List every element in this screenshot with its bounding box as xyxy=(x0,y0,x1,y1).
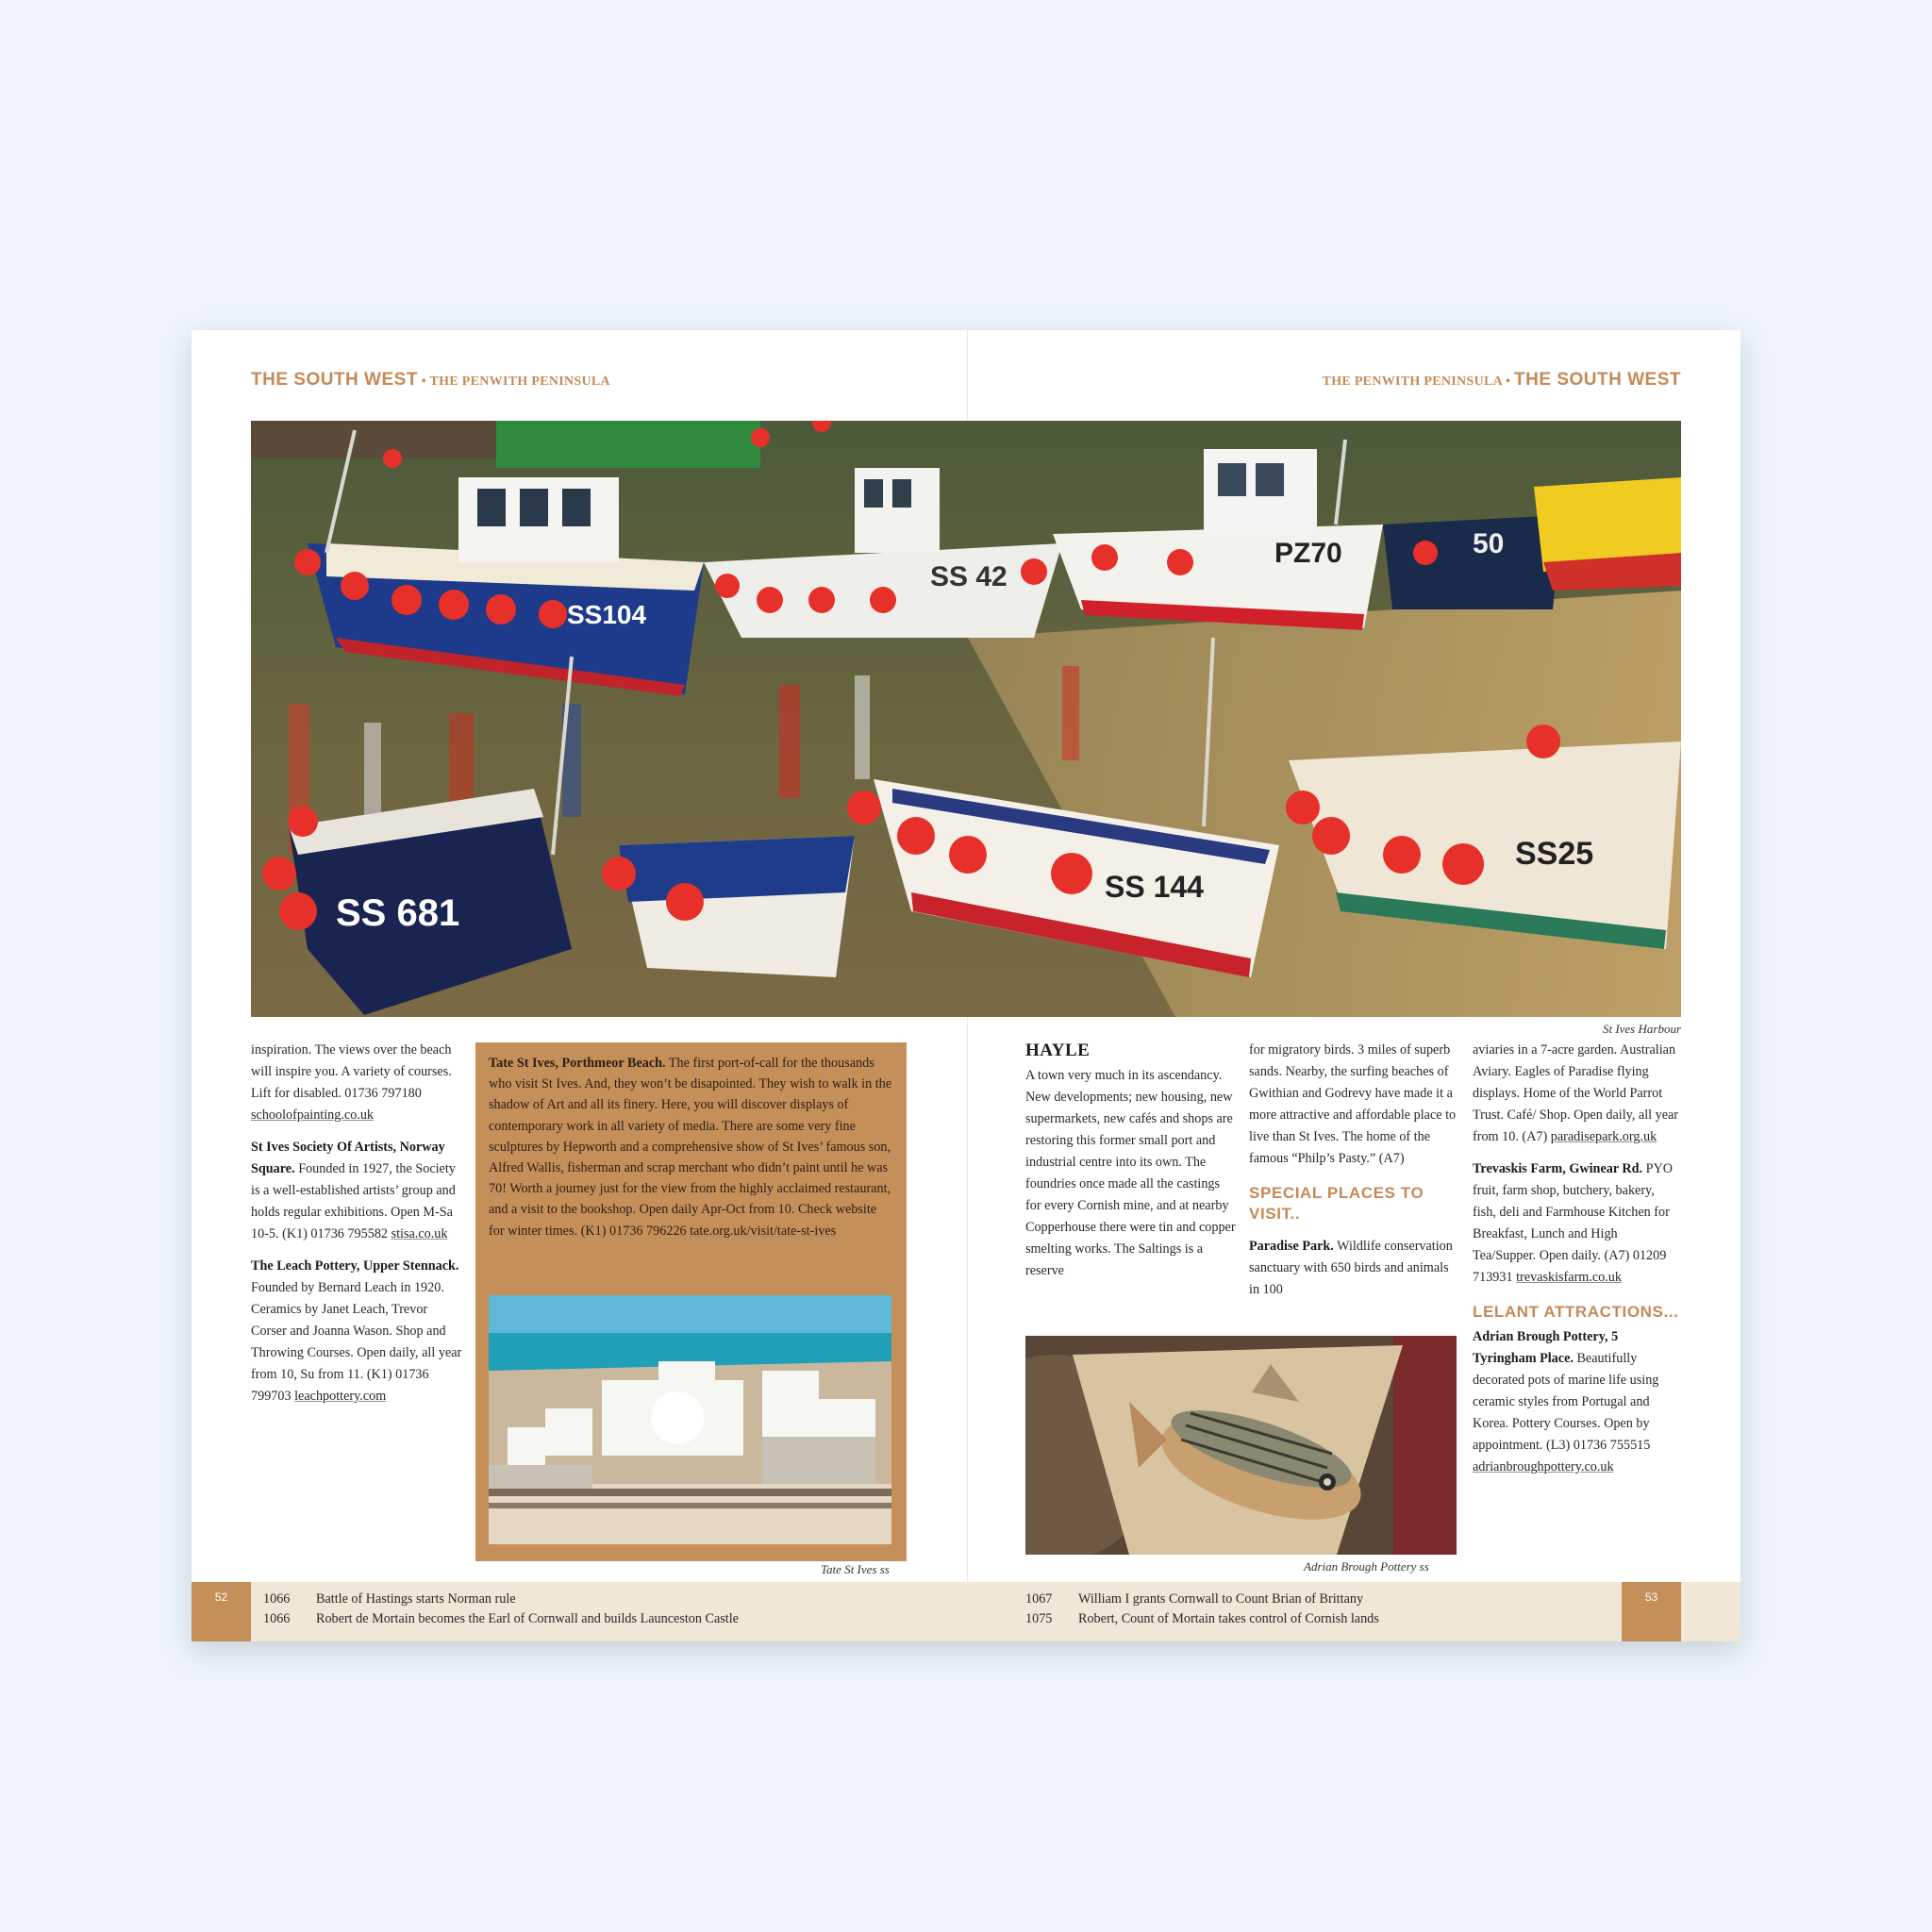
boat-label-ss25: SS25 xyxy=(1515,836,1594,872)
tate-text xyxy=(489,1053,893,1241)
timeline-year: 1066 xyxy=(263,1611,291,1626)
trevaskis-farm-title: Trevaskis Farm, Gwinear Rd. xyxy=(1473,1161,1643,1176)
pottery-photo xyxy=(1025,1336,1457,1555)
st-ives-society-paragraph xyxy=(251,1137,464,1245)
paradise-park-link[interactable]: paradisepark.org.uk xyxy=(1550,1129,1657,1144)
running-head-main: THE SOUTH WEST xyxy=(251,370,418,390)
tate-body: The first port-of-call for the thousands who visit St Ives. And, they won’t be disapointed. They wish to walk in the shadow of Art and all its finery. Here, you will discover displays of contemporary work in all variety of media. There are some very fine sculptures by Hepworth and a comprehensive show of St Ives’ famous son, Alfred Wallis, fisherman and scrap merchant who didn’t paint until he was 70! Worth a journey just for the view from the highly acclaimed restaurant, and a visit to the bookshop. Open daily Apr-Oct from 10. Check website for winter times. (K1) 01736 796226 xyxy=(489,1056,892,1239)
running-head-right xyxy=(1323,370,1681,391)
painting-school-link[interactable]: schoolofpainting.co.uk xyxy=(251,1108,375,1123)
leach-pottery-title: The Leach Pottery, Upper Stennack. xyxy=(251,1258,459,1274)
timeline-entry xyxy=(263,1609,739,1629)
timeline-entry xyxy=(263,1590,739,1609)
right-column-2 xyxy=(1249,1040,1462,1311)
leach-pottery-text: Founded by Bernard Leach in 1920. Ceramics by Janet Leach, Trevor Corser and Joanna Wason. Shop and Throwing Courses. Open daily, all year from 10, Su from 11. (K1) 01736 799703 xyxy=(251,1280,462,1404)
harbour-photo xyxy=(251,421,1681,1017)
timeline-year: 1075 xyxy=(1025,1611,1053,1626)
tate-title: Tate St Ives, Porthmeor Beach. xyxy=(489,1056,666,1071)
timeline-right xyxy=(1025,1590,1379,1629)
pottery-caption: Adrian Brough Pottery ss xyxy=(1304,1559,1429,1574)
right-column-3 xyxy=(1473,1040,1681,1489)
boat-label-ss681: SS 681 xyxy=(336,892,460,934)
paradise-park-paragraph xyxy=(1249,1236,1462,1301)
adrian-brough-paragraph xyxy=(1473,1326,1681,1478)
adrian-brough-text: Beautifully decorated pots of marine life using ceramic styles from Portugal and Korea. Pottery Courses. Open by appointment. (L3) 01736 755515 xyxy=(1473,1351,1659,1453)
tate-feature-box xyxy=(475,1042,907,1561)
harbour-illustration xyxy=(251,421,1681,1017)
adrian-brough-link[interactable]: adrianbroughpottery.co.uk xyxy=(1473,1459,1614,1474)
timeline-entry xyxy=(1025,1590,1379,1609)
special-places-heading: SPECIAL PLACES TO VISIT.. xyxy=(1249,1184,1424,1223)
hayle-heading: HAYLE xyxy=(1025,1041,1091,1060)
paradise-park-title: Paradise Park. xyxy=(1249,1239,1334,1254)
tate-photo xyxy=(489,1295,891,1544)
pottery-illustration xyxy=(1025,1336,1457,1555)
lelant-attractions-heading: LELANT ATTRACTIONS... xyxy=(1473,1303,1679,1321)
st-ives-society-text: Founded in 1927, the Society is a well-established artists’ group and holds regular exhibitions. Open M-Sa 10-5. (K1) 01736 795582 xyxy=(251,1161,456,1241)
st-ives-society-title: St Ives Society Of Artists, Norway Square. xyxy=(251,1140,445,1176)
boat-label-ss42: SS 42 xyxy=(930,561,1008,592)
st-ives-society-link[interactable]: stisa.co.uk xyxy=(391,1226,448,1241)
trevaskis-farm-paragraph xyxy=(1473,1158,1681,1289)
adrian-brough-title: Adrian Brough Pottery, 5 Tyringham Place. xyxy=(1473,1329,1619,1366)
timeline-left xyxy=(263,1590,739,1629)
left-column-1 xyxy=(251,1040,464,1418)
timeline-year: 1067 xyxy=(1025,1591,1053,1607)
hayle-continued-paragraph: for migratory birds. 3 miles of superb sands. Nearby, the surfing beaches of Gwithian and Godrevy have made it a more attractive and affordable place to live than St Ives. The home of the famous “Philp’s Pasty.” (A7) xyxy=(1249,1042,1457,1166)
hayle-paragraph: A town very much in its ascendancy. New developments; new housing, new supermarkets, new cafés and shops are restoring this former small port and industrial centre into its own. The foundries once made all the castings for every Cornish mine, and at nearby Copperhouse there were tin and copper smelting works. The Saltings is a reserve xyxy=(1025,1068,1236,1278)
timeline-event: Battle of Hastings starts Norman rule xyxy=(316,1591,516,1607)
page-number-left: 52 xyxy=(192,1582,251,1641)
running-head-sub: THE PENWITH PENINSULA xyxy=(1322,375,1503,389)
page-number-right: 53 xyxy=(1622,1582,1681,1641)
right-column-1 xyxy=(1025,1040,1239,1292)
running-head-sep: • xyxy=(1502,375,1515,389)
timeline-event: Robert, Count of Mortain takes control of Cornish lands xyxy=(1078,1611,1379,1626)
running-head-sub: THE PENWITH PENINSULA xyxy=(429,375,610,389)
painting-school-paragraph xyxy=(251,1040,464,1126)
timeline-event: William I grants Cornwall to Count Brian of Brittany xyxy=(1078,1591,1364,1607)
timeline-event: Robert de Mortain becomes the Earl of Cornwall and builds Launceston Castle xyxy=(316,1611,739,1626)
boat-label-ss104: SS104 xyxy=(567,600,647,629)
tate-caption: Tate St Ives ss xyxy=(821,1562,890,1576)
leach-pottery-link[interactable]: leachpottery.com xyxy=(294,1389,387,1404)
timeline-year: 1066 xyxy=(263,1591,291,1607)
running-head-sep: • xyxy=(417,375,430,389)
timeline-footer xyxy=(192,1582,1740,1641)
trevaskis-farm-text: PYO fruit, farm shop, butchery, bakery, fish, deli and Farmhouse Kitchen for Breakfast, Lunch and High Tea/Supper. Open daily. (A7) 01209 713931 xyxy=(1473,1161,1674,1285)
timeline-entry xyxy=(1025,1609,1379,1629)
paradise-park-continued-text: aviaries in a 7-acre garden. Australian Aviary. Eagles of Paradise flying displays. Home of the World Parrot Trust. Café/ Shop. Open daily, all year from 10. (A7) xyxy=(1473,1042,1679,1144)
tate-illustration xyxy=(489,1295,891,1544)
running-head-left xyxy=(251,370,610,391)
painting-school-text: inspiration. The views over the beach will inspire you. A variety of courses. Lift for disabled. 01736 797180 xyxy=(251,1042,452,1101)
leach-pottery-paragraph xyxy=(251,1256,464,1407)
book-spread xyxy=(192,330,1740,1641)
paradise-park-text: Wildlife conservation sanctuary with 650 birds and animals in 100 xyxy=(1249,1239,1453,1297)
trevaskis-farm-link[interactable]: trevaskisfarm.co.uk xyxy=(1516,1270,1622,1285)
paradise-park-continued-paragraph xyxy=(1473,1040,1681,1148)
hero-caption: St Ives Harbour xyxy=(1602,1022,1681,1036)
running-head-main: THE SOUTH WEST xyxy=(1514,370,1681,390)
boat-label-50: 50 xyxy=(1473,528,1505,559)
boat-label-pz70: PZ70 xyxy=(1274,538,1342,569)
tate-link[interactable]: tate.org.uk/visit/tate-st-ives xyxy=(690,1223,837,1239)
boat-label-ss144: SS 144 xyxy=(1105,870,1204,904)
